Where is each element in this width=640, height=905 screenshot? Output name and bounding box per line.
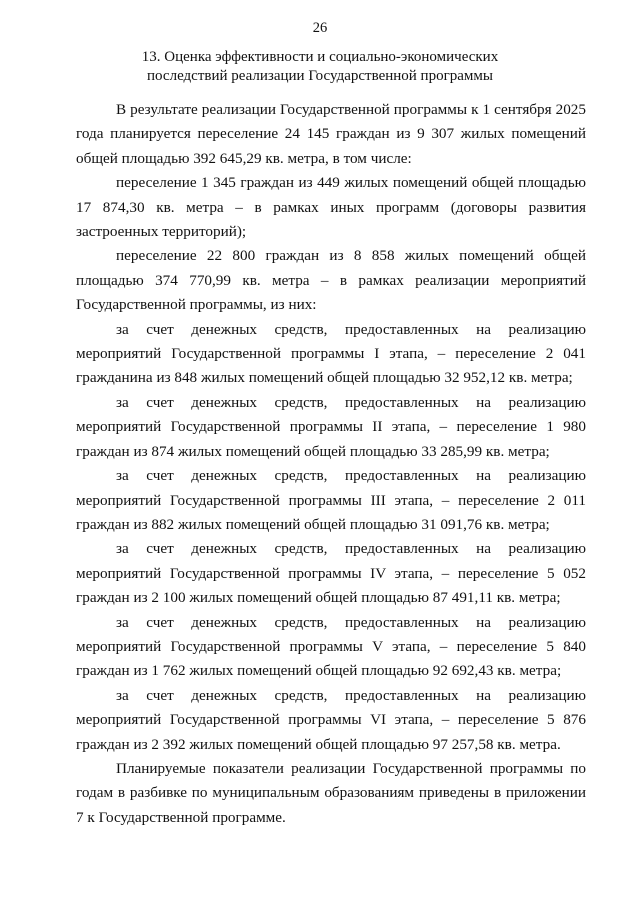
paragraph-stage-6: за счет денежных средств, предоставленных на реализацию мероприятий Государственной программы VI этапа, – переселение 5 876 граждан из 2 392 жилых помещений общей площадью 97 257,58 кв. метра.	[76, 686, 586, 753]
section-heading	[60, 48, 580, 86]
paragraph-summary: В результате реализации Государственной программы к 1 сентября 2025 года планируется переселение 24 145 граждан из 9 307 жилых помещений общей площадью 392 645,29 кв. метра, в том числе:	[76, 101, 586, 167]
body-text	[76, 98, 586, 830]
section-heading-line-1: 13. Оценка эффективности и социально-экономических	[141, 49, 499, 65]
paragraph-stage-3: за счет денежных средств, предоставленных на реализацию мероприятий Государственной программы III этапа, – переселение 2 011 граждан из 882 жилых помещений общей площадью 31 091,76 кв. метра;	[76, 467, 586, 533]
page-number: 26	[312, 20, 328, 36]
paragraph-other-programs: переселение 1 345 граждан из 449 жилых помещений общей площадью 17 874,30 кв. метра – в рамках иных программ (договоры развития застроенных территорий);	[76, 174, 586, 241]
section-heading-line-2: последствий реализации Государственной программы	[147, 68, 493, 84]
paragraph-state-program: переселение 22 800 граждан из 8 858 жилых помещений общей площадью 374 770,99 кв. метра – в рамках реализации мероприятий Государственной программы, из них:	[76, 247, 586, 314]
paragraph-indicators: Планируемые показатели реализации Государственной программы по годам в разбивке по муниципальным образованиям приведены в приложении 7 к Государственной программе.	[76, 759, 586, 826]
paragraph-stage-4: за счет денежных средств, предоставленных на реализацию мероприятий Государственной программы IV этапа, – переселение 5 052 граждан из 2 100 жилых помещений общей площадью 87 491,11 кв. метра;	[76, 540, 586, 607]
paragraph-stage-1: за счет денежных средств, предоставленных на реализацию мероприятий Государственной программы I этапа, – переселение 2 041 гражданина из 848 жилых помещений общей площадью 32 952,12 кв. метра;	[76, 320, 586, 387]
paragraph-stage-5: за счет денежных средств, предоставленных на реализацию мероприятий Государственной программы V этапа, – переселение 5 840 граждан из 1 762 жилых помещений общей площадью 92 692,43 кв. метра;	[76, 613, 586, 680]
paragraph-stage-2: за счет денежных средств, предоставленных на реализацию мероприятий Государственной программы II этапа, – переселение 1 980 граждан из 874 жилых помещений общей площадью 33 285,99 кв. метра;	[76, 393, 586, 460]
